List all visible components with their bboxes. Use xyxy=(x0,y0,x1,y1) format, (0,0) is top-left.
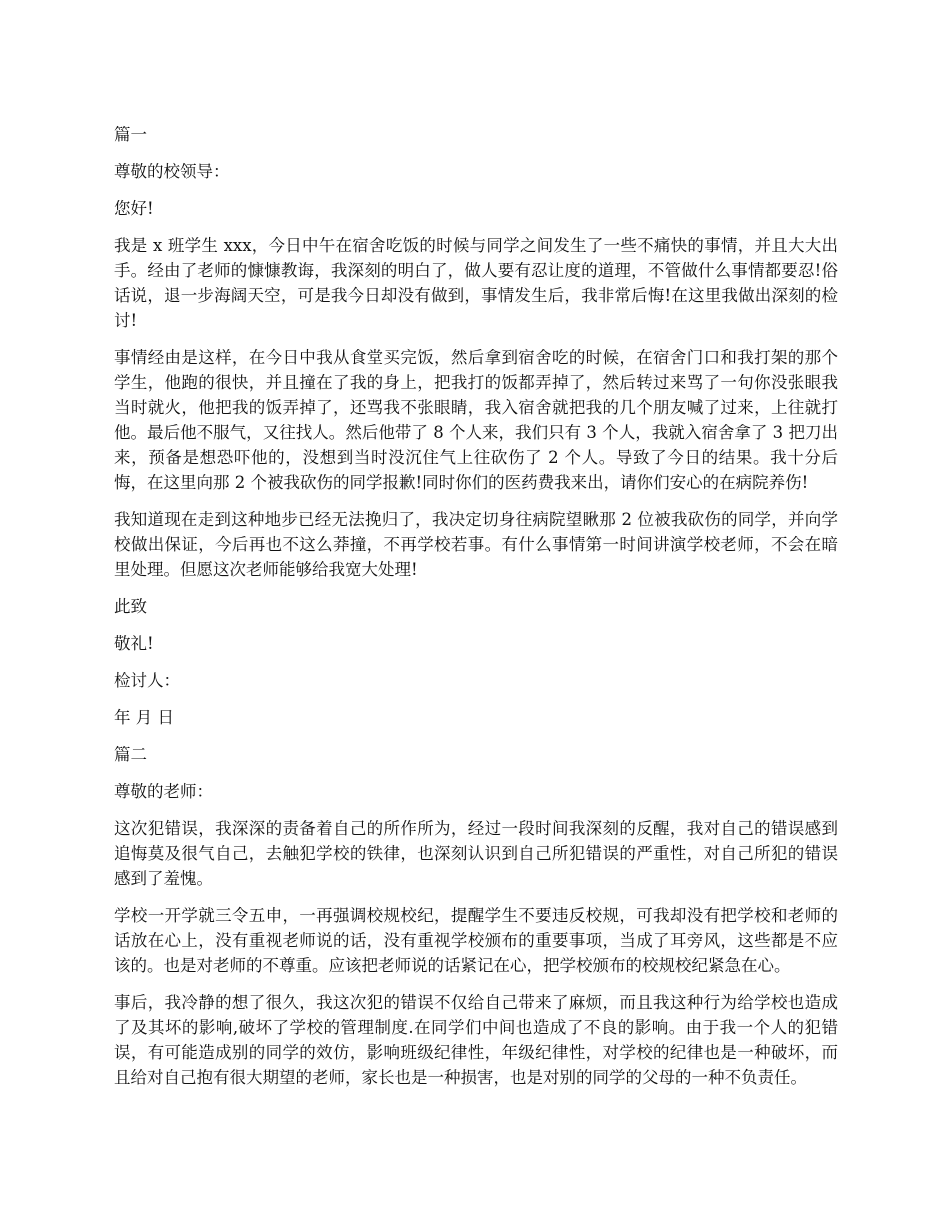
closing-salute: 敬礼! xyxy=(114,634,154,653)
date-line: 年 月 日 xyxy=(114,708,174,727)
section-heading-1: 篇一 xyxy=(114,125,147,144)
salutation-1: 尊敬的校领导： xyxy=(114,162,230,181)
body-paragraph: 事后，我冷静的想了很久，我这次犯的错误不仅给自己带来了麻烦，而且我这种行为给学校也造成了及其坏的影响,破坏了学校的管理制度.在同学们中间也造成了不良的影响。由于我一个人的犯错误，有可能造成别的同学的效仿，影响班级纪律性，年级纪律性，对学校的纪律也是一种破坏，而且给对自己抱有很大期望的老师，家长也是一种损害，也是对别的同学的父母的一种不负责任。 xyxy=(114,993,838,1087)
body-paragraph: 事情经由是这样，在今日中我从食堂买完饭，然后拿到宿舍吃的时候，在宿舍门口和我打架的那个学生，他跑的很快，并且撞在了我的身上，把我打的饭都弄掉了，然后转过来骂了一句你没张眼我当时就火，他把我的饭弄掉了，还骂我不张眼睛，我入宿舍就把我的几个朋友喊了过来，上往就打他。最后他不服气，又往找人。然后他带了 8 个人来，我们只有 3 个人，我就入宿舍拿了 3 把刀出来，预备是想恐吓他的，没想到当时没沉住气上往砍伤了 2 个人。导致了今日的结果。我十分后悔，在这里向那 2 个被我砍伤的同学报歉!同时你们的医药费我来出，请你们安心的在病院养伤! xyxy=(114,348,838,492)
greeting: 您好! xyxy=(114,199,154,218)
body-paragraph: 我知道现在走到这种地步已经无法挽归了，我决定切身往病院望瞅那 2 位被我砍伤的同学，并向学校做出保证，今后再也不这么莽撞，不再学校若事。有什么事情第一时间讲演学校老师，不会在暗里处理。但愿这次老师能够给我宽大处理! xyxy=(114,510,838,579)
closing-line: 此致 xyxy=(114,597,147,616)
document-body xyxy=(114,122,838,1102)
body-paragraph: 我是 x 班学生 xxx，今日中午在宿舍吃饭的时候与同学之间发生了一些不痛快的事情，并且大大出手。经由了老师的慷慷教诲，我深刻的明白了，做人要有忍让度的道理，不管做什么事情都要忍!俗话说，退一步海阔天空，可是我今日却没有做到，事情发生后，我非常后悔!在这里我做出深刻的检讨! xyxy=(114,236,838,330)
body-paragraph: 这次犯错误，我深深的责备着自己的所作所为，经过一段时间我深刻的反醒，我对自己的错误感到追悔莫及很气自己，去触犯学校的铁律，也深刻认识到自己所犯错误的严重性，对自己所犯的错误感到了羞愧。 xyxy=(114,819,838,888)
signature-label: 检讨人： xyxy=(114,671,180,690)
body-paragraph: 学校一开学就三令五申，一再强调校规校纪，提醒学生不要违反校规，可我却没有把学校和老师的话放在心上，没有重视老师说的话，没有重视学校颁布的重要事项，当成了耳旁风，这些都是不应该的。也是对老师的不尊重。应该把老师说的话紧记在心，把学校颁布的校规校纪紧急在心。 xyxy=(114,906,838,975)
section-heading-2: 篇二 xyxy=(114,745,147,764)
salutation-2: 尊敬的老师： xyxy=(114,782,213,801)
